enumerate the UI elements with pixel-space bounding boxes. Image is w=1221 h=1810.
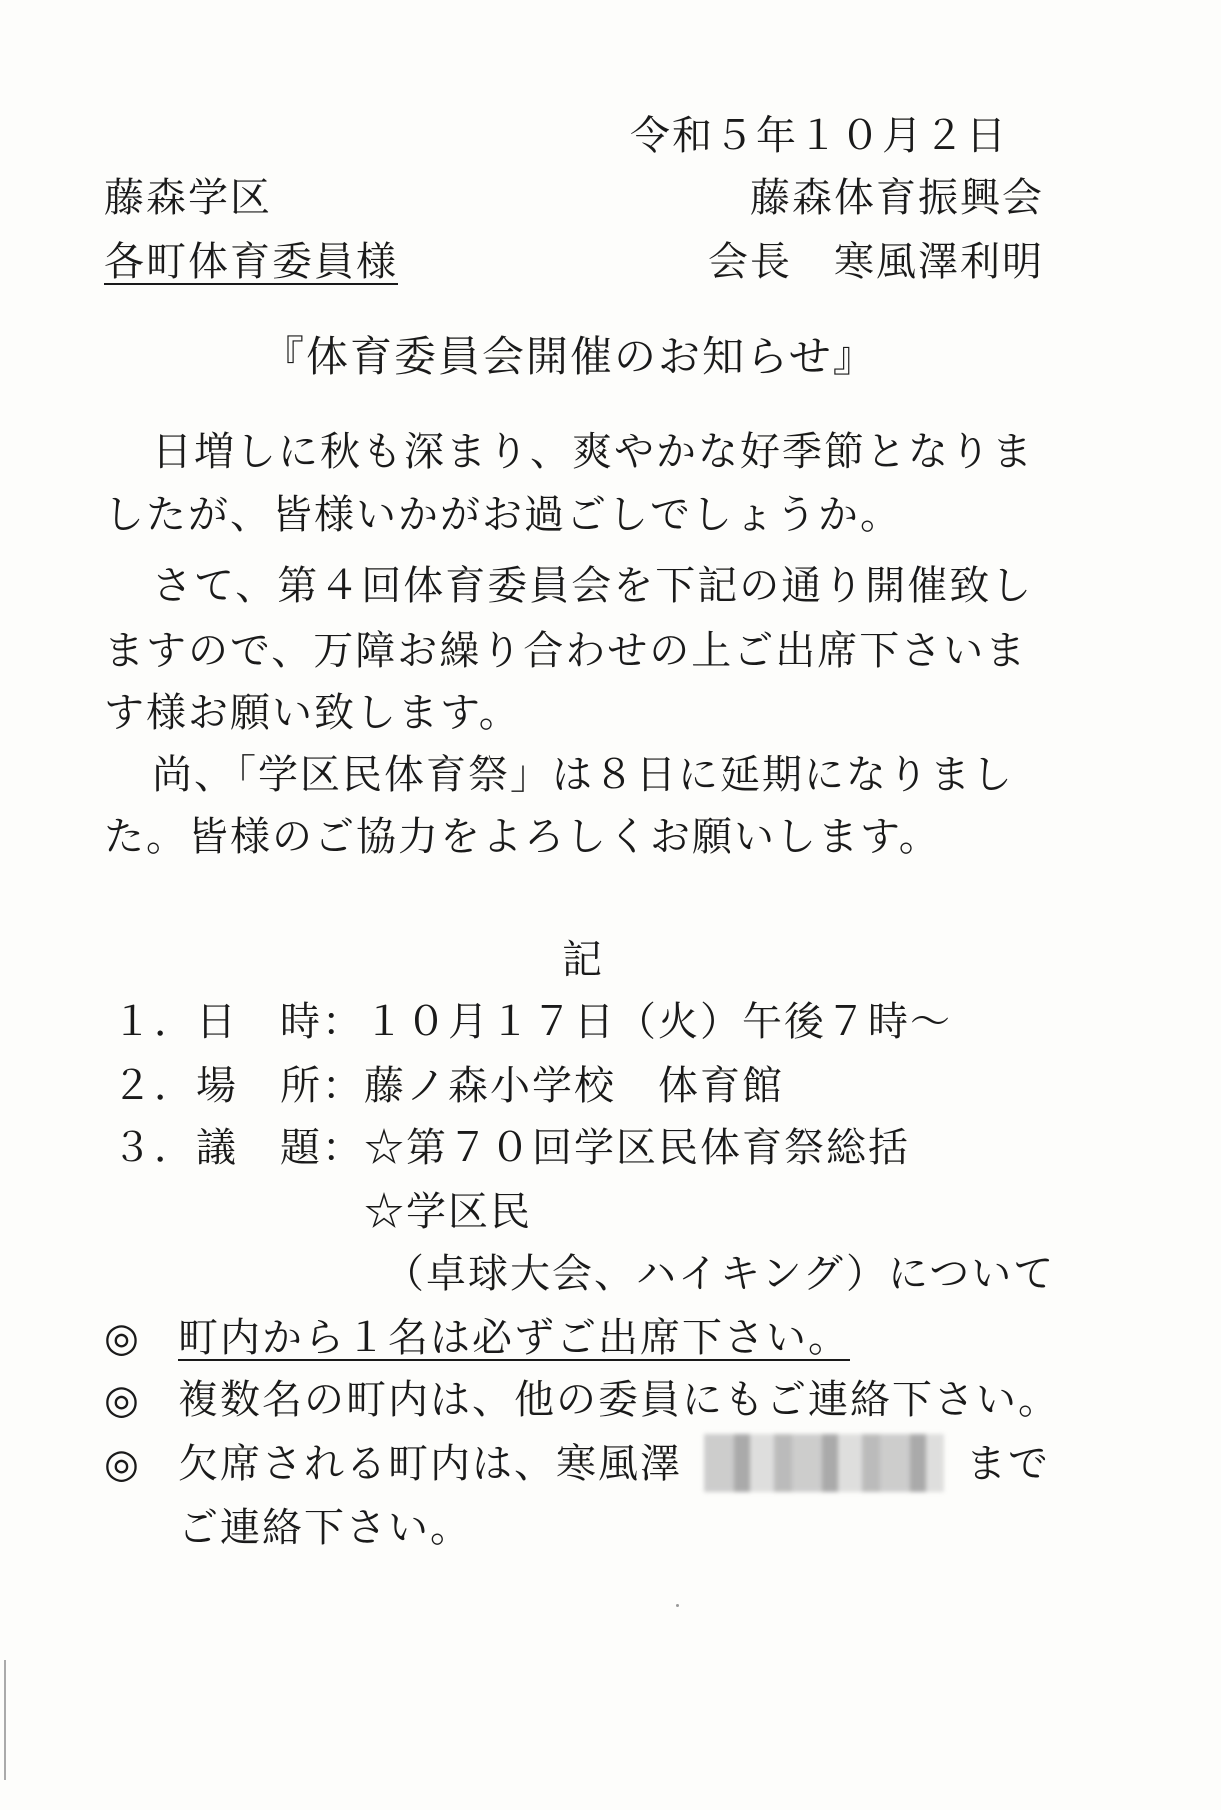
- recipient: 各町体育委員様: [104, 239, 398, 285]
- note-absence-contact: 欠席される町内は、寒風澤: [178, 1441, 682, 1487]
- agenda-line: （卓球大会、ハイキング）について: [384, 1251, 1056, 1297]
- item-label: 日 時：: [196, 999, 364, 1045]
- issue-date: 令和５年１０月２日: [630, 113, 1008, 159]
- body-line: た。皆様のご協力をよろしくお願いします。: [104, 814, 941, 860]
- scan-speck: [676, 1604, 679, 1607]
- item-value: 藤ノ森小学校 体育館: [364, 1063, 784, 1109]
- note-attend-required: 町内から１名は必ずご出席下さい。: [178, 1315, 850, 1361]
- item-agenda: [112, 1125, 910, 1171]
- agenda-line: ☆学区民: [364, 1189, 532, 1235]
- item-number: ２．: [112, 1063, 196, 1109]
- ki-heading: 記: [562, 937, 604, 983]
- note-absence-contact-line2: ご連絡下さい。: [178, 1505, 472, 1551]
- item-label: 場 所：: [196, 1063, 364, 1109]
- item-number: ３．: [112, 1125, 196, 1171]
- body-line: す様お願い致します。: [104, 690, 521, 736]
- note-mark: ◎: [104, 1377, 141, 1423]
- item-value: １０月１７日（火）午後７時～: [364, 999, 952, 1045]
- body-line: したが、皆様いかがお過ごしでしょうか。: [104, 492, 902, 538]
- sender-organization: 藤森体育振興会: [750, 175, 1044, 221]
- item-place: [112, 1063, 784, 1109]
- body-line: 尚、「学区民体育祭」は８日に延期になりまし: [152, 752, 1014, 798]
- body-line: 日増しに秋も深まり、爽やかな好季節となりま: [152, 429, 1034, 475]
- note-mark: ◎: [104, 1441, 141, 1487]
- item-number: １．: [112, 999, 196, 1045]
- recipient-district: 藤森学区: [104, 175, 272, 221]
- note-absence-contact-suffix: まで: [966, 1441, 1050, 1487]
- note-mark: ◎: [104, 1315, 141, 1361]
- note-contact-others: 複数名の町内は、他の委員にもご連絡下さい。: [178, 1377, 1060, 1423]
- redacted-phone: [704, 1434, 944, 1492]
- body-line: ますので、万障お繰り合わせの上ご出席下さいま: [104, 628, 1028, 674]
- sender-name: 会長 寒風澤利明: [708, 239, 1044, 285]
- notice-title: 『体育委員会開催のお知らせ』: [262, 332, 877, 381]
- item-datetime: [112, 999, 952, 1045]
- item-value: ☆第７０回学区民体育祭総括: [364, 1125, 910, 1171]
- scan-edge: [4, 1660, 6, 1780]
- body-line: さて、第４回体育委員会を下記の通り開催致し: [152, 563, 1034, 609]
- item-label: 議 題：: [196, 1125, 364, 1171]
